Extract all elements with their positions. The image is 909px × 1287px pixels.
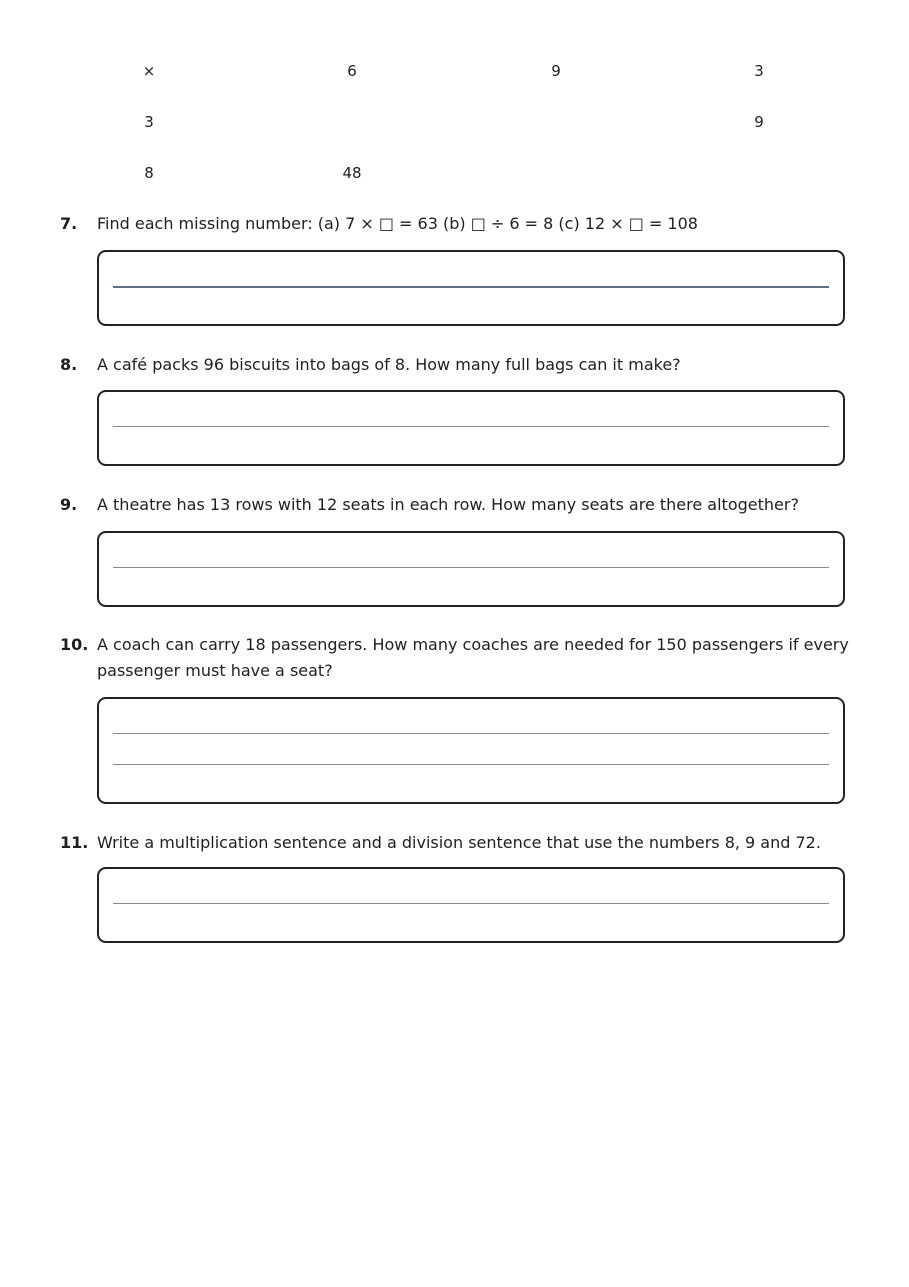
question-text: Find each missing number: (a) 7 × □ = 63 (b) □ ÷ 6 = 8 (c) 12 × □ = 108 bbox=[97, 214, 698, 233]
question-text: A theatre has 13 rows with 12 seats in each row. How many seats are there altogether? bbox=[97, 495, 799, 514]
grid-cell: 6 bbox=[347, 62, 357, 80]
grid-cell: 3 bbox=[754, 62, 764, 80]
question-text: A café packs 96 biscuits into bags of 8. How many full bags can it make? bbox=[97, 355, 681, 374]
question-text: Write a multiplication sentence and a division sentence that use the numbers 8, 9 and 72. bbox=[97, 833, 821, 852]
grid-cell: 3 bbox=[144, 113, 154, 131]
question-text: A coach can carry 18 passengers. How many coaches are needed for 150 passengers if every passenger must have a seat? bbox=[97, 635, 849, 680]
question-number: 7. bbox=[60, 214, 78, 233]
answer-line[interactable] bbox=[113, 567, 829, 568]
answer-box[interactable] bbox=[97, 867, 845, 943]
grid-cell: 9 bbox=[551, 62, 561, 80]
grid-cell: 48 bbox=[342, 164, 362, 182]
answer-line[interactable] bbox=[113, 764, 829, 765]
answer-box[interactable] bbox=[97, 697, 845, 804]
grid-row bbox=[0, 112, 909, 132]
grid-cell: 8 bbox=[144, 164, 154, 182]
answer-line[interactable] bbox=[113, 903, 829, 904]
answer-box[interactable] bbox=[97, 250, 845, 326]
answer-line[interactable] bbox=[113, 426, 829, 427]
grid-row bbox=[0, 163, 909, 183]
grid-cell: 9 bbox=[754, 113, 764, 131]
question-number: 8. bbox=[60, 355, 78, 374]
question-number: 10. bbox=[60, 635, 89, 654]
question-number: 11. bbox=[60, 833, 89, 852]
grid-cell-operator: × bbox=[142, 62, 156, 80]
answer-box[interactable] bbox=[97, 390, 845, 466]
question-number: 9. bbox=[60, 495, 78, 514]
grid-row-header bbox=[0, 61, 909, 81]
answer-line[interactable] bbox=[113, 733, 829, 734]
answer-box[interactable] bbox=[97, 531, 845, 607]
answer-line[interactable] bbox=[113, 286, 829, 288]
